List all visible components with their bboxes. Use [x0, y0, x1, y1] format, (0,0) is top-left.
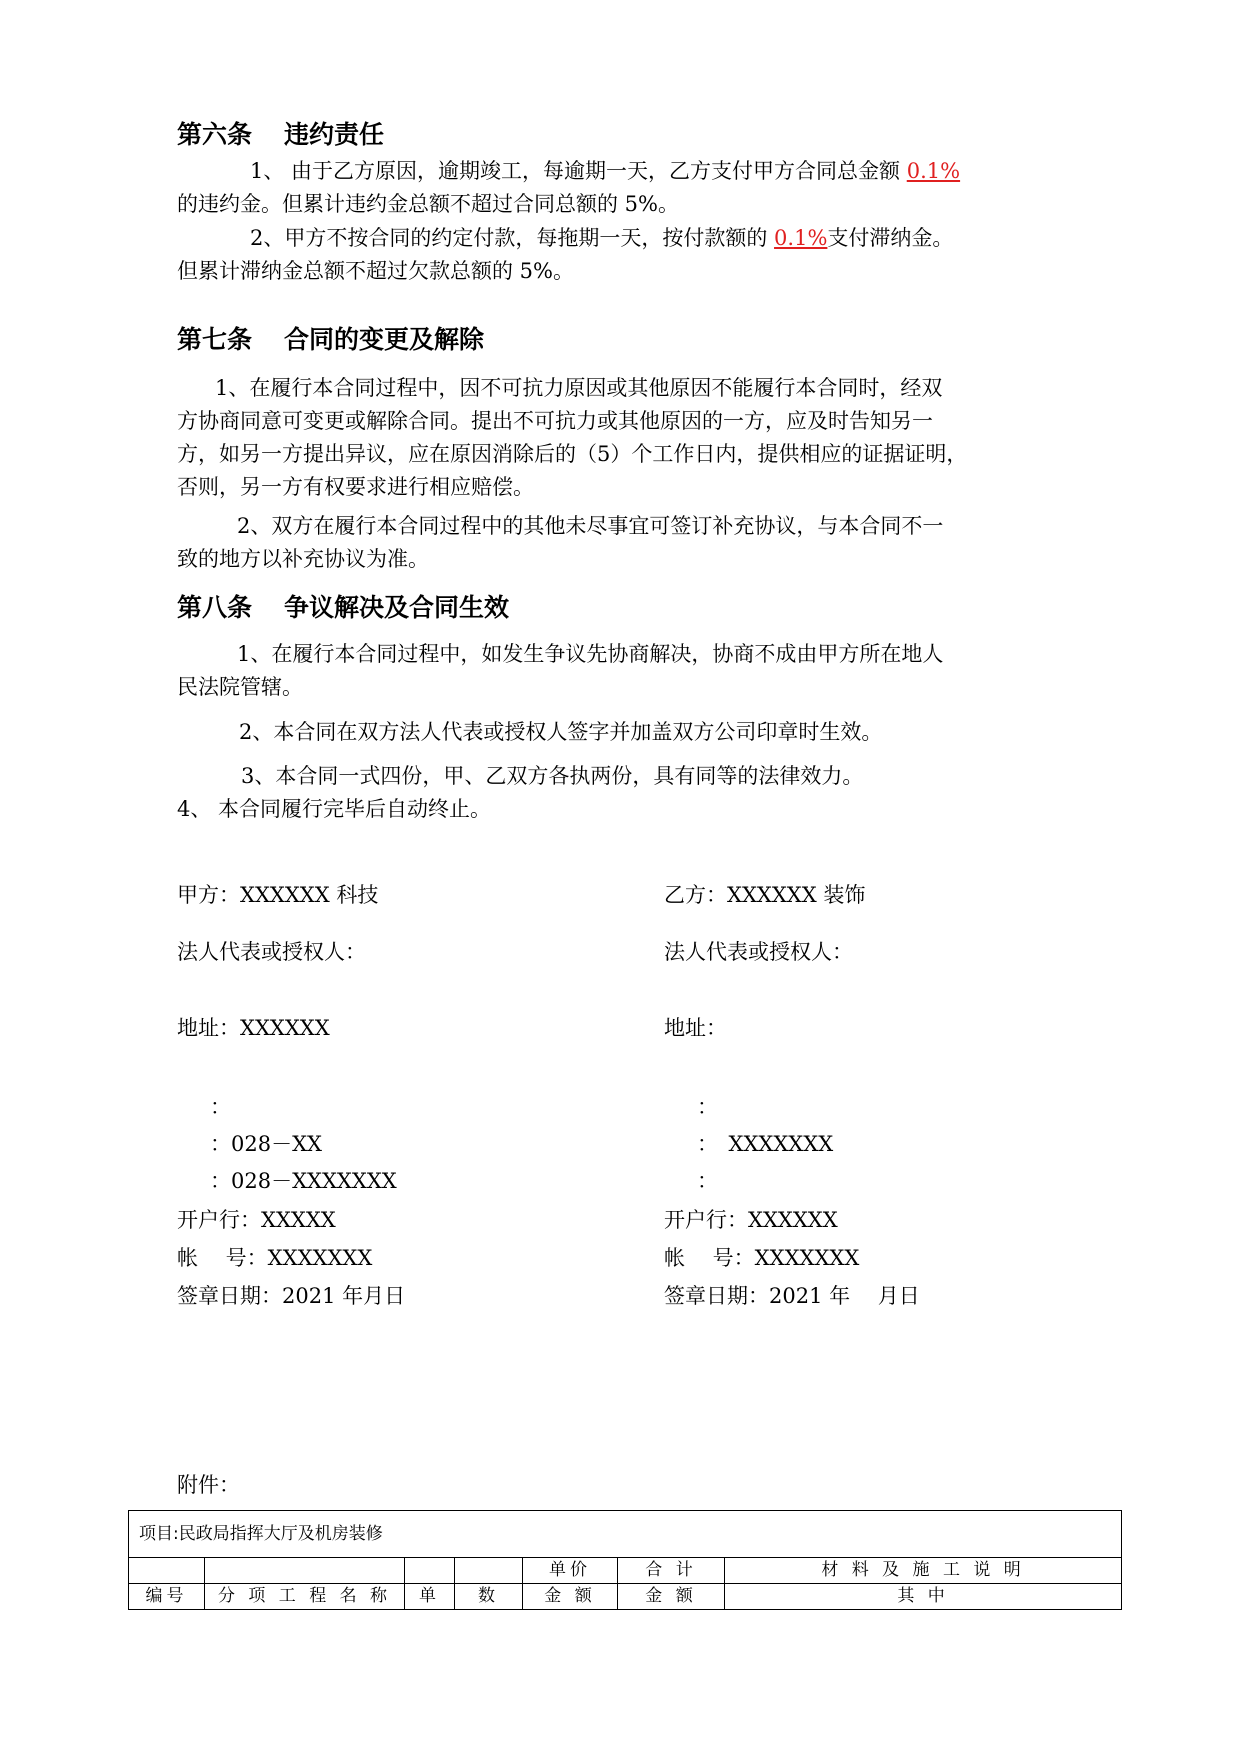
party-a-field-1: ： — [210, 1095, 231, 1119]
header-unit: 单 — [405, 1584, 455, 1610]
clause-text: 2、甲方不按合同的约定付款，每拖期一天，按付款额的 — [250, 226, 768, 250]
clause-line: 2、本合同在双方法人代表或授权人签字并加盖双方公司印章时生效。 — [239, 720, 883, 744]
party-a-fax: ：028－XXXXXXX — [210, 1169, 397, 1193]
article-8-clause-1 — [177, 638, 1089, 704]
header-cell — [129, 1558, 205, 1584]
party-a-account: 帐 号：XXXXXXX — [177, 1246, 373, 1270]
party-b-address: 地址： — [664, 1016, 727, 1040]
clause-line: 1、在履行本合同过程中，因不可抗力原因或其他原因不能履行本合同时，经双 — [215, 376, 943, 400]
header-cell — [455, 1558, 523, 1584]
header-breakdown: 其 中 — [725, 1584, 1122, 1610]
clause-line: 2、双方在履行本合同过程中的其他未尽事宜可签订补充协议，与本合同不一 — [237, 514, 944, 538]
header-total-amount: 金 额 — [618, 1584, 725, 1610]
clause-line: 方，如另一方提出异议，应在原因消除后的（5）个工作日内，提供相应的证据证明， — [177, 442, 968, 466]
header-cell — [405, 1558, 455, 1584]
table-header-row-1 — [129, 1558, 1122, 1584]
clause-line: 否则，另一方有权要求进行相应赔偿。 — [177, 475, 534, 499]
article-6-clause-1 — [177, 155, 1089, 221]
project-title: 项目:民政局指挥大厅及机房装修 — [129, 1511, 1122, 1558]
header-unit-price: 单价 — [523, 1558, 618, 1584]
article-8-heading — [177, 593, 509, 623]
article-8-clause-2 — [177, 716, 1089, 749]
article-7-title: 合同的变更及解除 — [284, 325, 485, 354]
article-8-clause-3 — [177, 760, 1089, 793]
header-item-name: 分 项 工 程 名 称 — [205, 1584, 405, 1610]
party-b-fax: ： — [697, 1169, 718, 1193]
article-6-title: 违约责任 — [284, 120, 385, 149]
party-a-name: 甲方：XXXXXX 科技 — [177, 883, 379, 907]
article-8-number: 第八条 — [177, 593, 253, 622]
clause-text: 1、 由于乙方原因，逾期竣工，每逾期一天，乙方支付甲方合同总金额 — [250, 159, 901, 183]
penalty-rate: 0.1% — [906, 159, 961, 183]
clause-line: 民法院管辖。 — [177, 675, 303, 699]
article-6-number: 第六条 — [177, 120, 253, 149]
table-header-row-2 — [129, 1584, 1122, 1610]
project-row — [129, 1511, 1122, 1558]
party-b-name: 乙方：XXXXXX 装饰 — [664, 883, 866, 907]
header-cell — [205, 1558, 405, 1584]
party-b-sign-date: 签章日期：2021 年 月日 — [664, 1284, 920, 1308]
party-b-representative: 法人代表或授权人： — [664, 940, 853, 964]
article-7-clause-2 — [177, 510, 1089, 576]
article-6-clause-2 — [177, 222, 1089, 288]
header-number: 编号 — [129, 1584, 205, 1610]
article-8-title: 争议解决及合同生效 — [284, 593, 510, 622]
clause-line: 4、 本合同履行完毕后自动终止。 — [177, 797, 492, 821]
article-7-heading — [177, 325, 484, 355]
party-a-phone: ：028－XX — [210, 1132, 322, 1156]
header-price-amount: 金 额 — [523, 1584, 618, 1610]
clause-text: 但累计滞纳金总额不超过欠款总额的 5%。 — [177, 259, 574, 283]
clause-line: 致的地方以补充协议为准。 — [177, 547, 429, 571]
header-quantity: 数 — [455, 1584, 523, 1610]
header-description: 材 料 及 施 工 说 明 — [725, 1558, 1122, 1584]
article-8-clause-4 — [177, 793, 1089, 826]
article-6-heading — [177, 120, 384, 150]
attachment-table — [128, 1510, 1122, 1610]
clause-line: 方协商同意可变更或解除合同。提出不可抗力或其他原因的一方，应及时告知另一 — [177, 409, 933, 433]
late-fee-rate: 0.1% — [774, 226, 828, 250]
clause-text: 支付滞纳金。 — [827, 226, 954, 250]
article-7-number: 第七条 — [177, 325, 253, 354]
article-7-clause-1 — [177, 372, 1089, 504]
party-a-address: 地址：XXXXXX — [177, 1016, 330, 1040]
party-a-representative: 法人代表或授权人： — [177, 940, 366, 964]
party-b-account: 帐 号：XXXXXXX — [664, 1246, 860, 1270]
header-total: 合 计 — [618, 1558, 725, 1584]
party-b-bank: 开户行：XXXXXX — [664, 1208, 838, 1232]
party-b-field-1: ： — [697, 1095, 718, 1119]
clause-line: 1、在履行本合同过程中，如发生争议先协商解决，协商不成由甲方所在地人 — [237, 642, 944, 666]
clause-line: 3、本合同一式四份，甲、乙双方各执两份，具有同等的法律效力。 — [241, 764, 864, 788]
party-a-bank: 开户行：XXXXX — [177, 1208, 336, 1232]
party-b-phone: ： XXXXXXX — [697, 1132, 834, 1156]
party-a-sign-date: 签章日期：2021 年月日 — [177, 1284, 406, 1308]
clause-text: 的违约金。但累计违约金总额不超过合同总额的 5%。 — [177, 192, 679, 216]
attachment-label: 附件： — [177, 1473, 240, 1497]
